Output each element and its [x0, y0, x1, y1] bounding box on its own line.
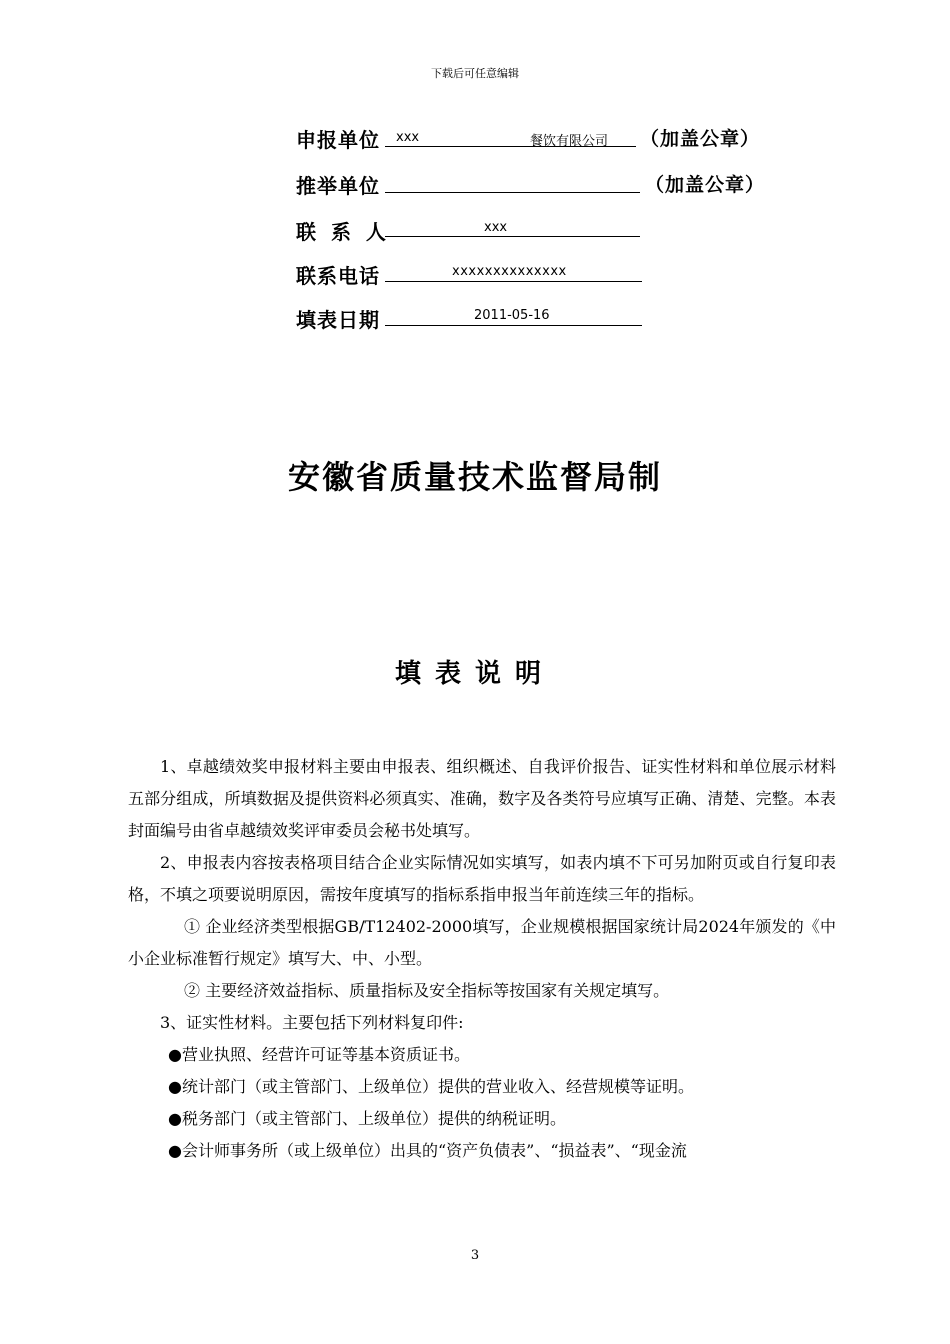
bullet-item: ●营业执照、经营许可证等基本资质证书。: [168, 1045, 470, 1064]
instructions-body: [128, 751, 836, 1167]
bullet-item: ●税务部门（或主管部门、上级单位）提供的纳税证明。: [168, 1109, 566, 1128]
field-value-applicant-company: 餐饮有限公司: [530, 134, 609, 149]
paragraph-3: 3、证实性材料。主要包括下列材料复印件:: [160, 1013, 464, 1032]
field-line-recommender[interactable]: [385, 168, 640, 193]
field-label-date: 填表日期: [296, 308, 380, 332]
paragraph-2: 2、申报表内容按表格项目结合企业实际情况如实填写，如表内填不下可另加附页或自行复印表格，不填之项要说明原因，需按年度填写的指标系指申报当年前连续三年的指标。: [128, 853, 836, 904]
field-label-recommender: 推举单位: [296, 174, 380, 198]
field-label-phone: 联系电话: [296, 264, 380, 288]
field-value-contact: xxx: [484, 220, 508, 235]
seal-note-recommender: （加盖公章）: [645, 174, 766, 196]
field-value-phone: xxxxxxxxxxxxxx: [452, 264, 567, 279]
header-note: 下载后可任意编辑: [431, 67, 519, 80]
field-value-applicant-name: xxx: [396, 130, 420, 145]
paragraph-1: 1、卓越绩效奖申报材料主要由申报表、组织概述、自我评价报告、证实性材料和单位展示材料五部分组成，所填数据及提供资料必须真实、准确，数字及各类符号应填写正确、清楚、完整。本表封面编号由省卓越绩效奖评审委员会秘书处填写。: [128, 757, 836, 840]
bullet-item: ●统计部门（或主管部门、上级单位）提供的营业收入、经营规模等证明。: [168, 1077, 694, 1096]
field-label-contact: 联 系 人: [296, 220, 390, 244]
paragraph-2-item-1: ① 企业经济类型根据GB/T12402-2000填写，企业规模根据国家统计局2024年颁发的《中小企业标准暂行规定》填写大、中、小型。: [128, 917, 836, 968]
bullet-item: ●会计师事务所（或上级单位）出具的“资产负债表”、“损益表”、“现金流: [168, 1141, 687, 1160]
page-number: 3: [470, 1248, 480, 1263]
section-title: 填表说明: [394, 659, 555, 689]
seal-note-applicant: （加盖公章）: [640, 128, 761, 150]
paragraph-2-item-2: ② 主要经济效益指标、质量指标及安全指标等按国家有关规定填写。: [184, 981, 670, 1000]
field-label-applicant: 申报单位: [296, 128, 380, 152]
field-value-date: 2011-05-16: [474, 308, 550, 323]
field-line-contact[interactable]: [385, 212, 640, 237]
issuing-organization: 安徽省质量技术监督局制: [287, 458, 662, 496]
